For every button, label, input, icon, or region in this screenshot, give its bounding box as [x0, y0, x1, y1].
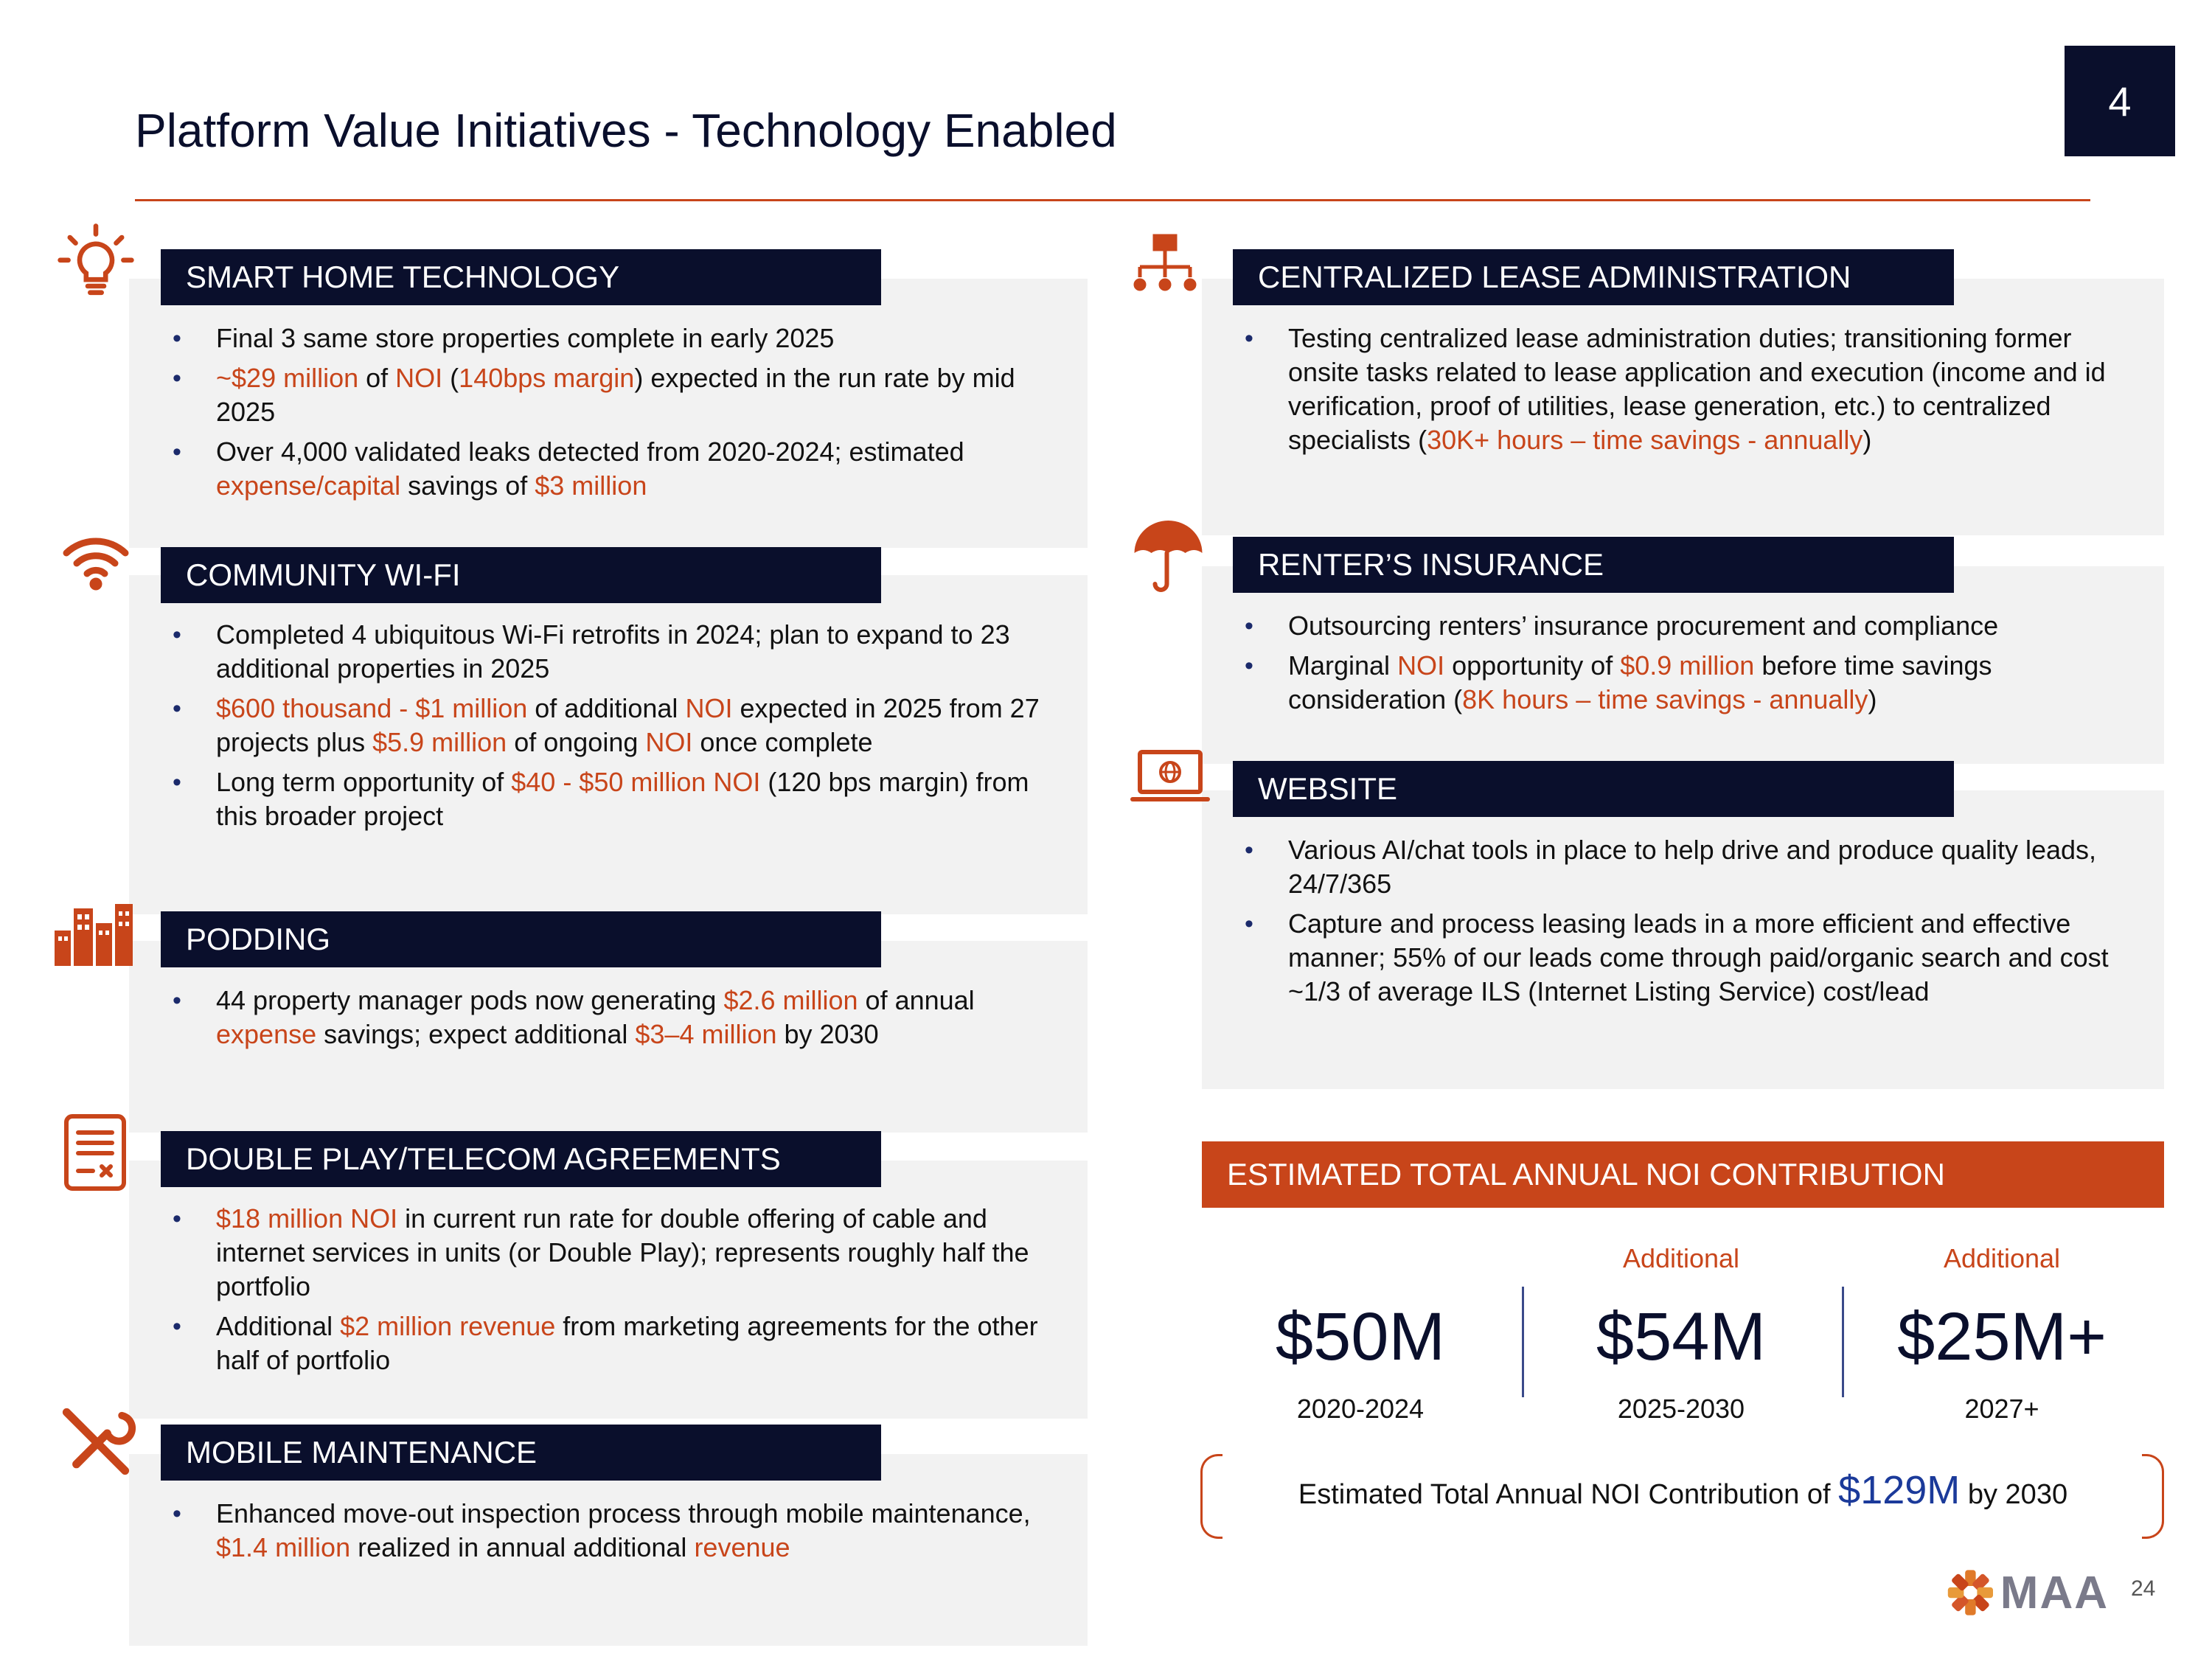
wifi-header: COMMUNITY WI-FI: [161, 547, 881, 603]
smart-home-header: SMART HOME TECHNOLOGY: [161, 249, 881, 305]
stat-label: Additional: [1622, 1243, 1740, 1273]
insurance-bullets: [1245, 609, 2137, 723]
website-bullets: [1245, 833, 2137, 1015]
lightbulb-icon: [55, 221, 136, 302]
stat-value: $50M: [1275, 1299, 1446, 1374]
noi-stat-2027-plus: [1843, 1243, 2160, 1425]
list-item: • $600 thousand - $1 million of additional NOI expected in 2025 from 27 projects plus $5.9 million of ongoing NOI once complete: [173, 692, 1057, 759]
list-item: • Completed 4 ubiquitous Wi-Fi retrofits in 2024; plan to expand to 23 additional properties in 2025: [173, 618, 1057, 686]
wifi-icon: [59, 525, 133, 599]
list-item: • Over 4,000 validated leaks detected from 2020-2024; estimated expense/capital savings of $3 million: [173, 435, 1057, 503]
list-item: • ~$29 million of NOI (140bps margin) expected in the run rate by mid 2025: [173, 361, 1057, 429]
title-divider: [135, 199, 2090, 201]
list-item: • Capture and process leasing leads in a more efficient and effective manner; 55% of our leads come through paid/organic search and cost ~1/3 of average ILS (Internet Listing Service) cost/lead: [1245, 907, 2137, 1009]
smart-home-bullets: [173, 321, 1057, 509]
noi-contribution-header: ESTIMATED TOTAL ANNUAL NOI CONTRIBUTION: [1202, 1141, 2164, 1208]
website-header: WEBSITE: [1233, 761, 1954, 817]
list-item: • Additional $2 million revenue from marketing agreements for the other half of portfolio: [173, 1310, 1057, 1377]
list-item: • Outsourcing renters’ insurance procurement and compliance: [1245, 609, 2137, 643]
lease-header: CENTRALIZED LEASE ADMINISTRATION: [1233, 249, 1954, 305]
stat-label: Additional: [1943, 1243, 2061, 1273]
podding-bullets: [173, 984, 1057, 1057]
page-number: 24: [2131, 1576, 2156, 1601]
list-item: • 44 property manager pods now generating $2.6 million of annual expense savings; expect additional $3–4 million by 2030: [173, 984, 1057, 1051]
list-item: • Enhanced move-out inspection process through mobile maintenance, $1.4 million realized in annual additional revenue: [173, 1497, 1057, 1565]
noi-total-value: $129M: [1838, 1468, 1961, 1512]
podding-header: PODDING: [161, 911, 881, 967]
umbrella-icon: [1130, 516, 1207, 597]
list-item: • Various AI/chat tools in place to help drive and produce quality leads, 24/7/365: [1245, 833, 2137, 901]
buildings-icon: [53, 901, 134, 967]
list-item: • Testing centralized lease administration duties; transitioning former onsite tasks related to lease application and execution (income and id verification, proof of utilities, lease generation, etc.) to centralized specialists (30K+ hours – time savings - annually): [1245, 321, 2137, 457]
stat-period: 2020-2024: [1296, 1394, 1425, 1424]
page-title: Platform Value Initiatives - Technology Enabled: [135, 104, 1117, 157]
section-number-badge: 4: [2065, 46, 2175, 156]
list-item: • Final 3 same store properties complete in early 2025: [173, 321, 1057, 355]
mobile-header: MOBILE MAINTENANCE: [161, 1425, 881, 1481]
list-item: • Marginal NOI opportunity of $0.9 million before time savings consideration (8K hours – time savings - annually): [1245, 649, 2137, 717]
logo-text: MAA: [2000, 1567, 2109, 1618]
maa-logo-mark-icon: [1947, 1566, 1994, 1619]
summary-bracket-left: [1200, 1454, 1222, 1539]
mobile-bullets: [173, 1497, 1057, 1571]
tools-icon: [55, 1401, 136, 1482]
laptop-globe-icon: [1130, 745, 1211, 811]
noi-stat-2025-2030: [1523, 1243, 1840, 1425]
stat-value: $54M: [1596, 1299, 1767, 1374]
stat-period: 2025-2030: [1617, 1394, 1745, 1424]
summary-bracket-right: [2142, 1454, 2164, 1539]
list-item: • Long term opportunity of $40 - $50 million NOI (120 bps margin) from this broader project: [173, 765, 1057, 833]
document-icon: [60, 1112, 131, 1193]
org-chart-icon: [1128, 230, 1202, 304]
list-item: • $18 million NOI in current run rate for double offering of cable and internet services in units (or Double Play); represents roughly half the portfolio: [173, 1202, 1057, 1304]
lease-bullets: [1245, 321, 2137, 463]
wifi-bullets: [173, 618, 1057, 839]
maa-logo: [1947, 1563, 2109, 1622]
insurance-header: RENTER’S INSURANCE: [1233, 537, 1954, 593]
noi-total-summary: Estimated Total Annual NOI Contribution of $129M by 2030: [1298, 1468, 2068, 1512]
noi-stat-2020-2024: [1202, 1243, 1519, 1425]
double-play-bullets: [173, 1202, 1057, 1383]
stat-period: 2027+: [1964, 1394, 2039, 1424]
double-play-header: DOUBLE PLAY/TELECOM AGREEMENTS: [161, 1131, 881, 1187]
stat-value: $25M+: [1897, 1299, 2107, 1374]
stat-label: [1202, 1243, 1519, 1277]
